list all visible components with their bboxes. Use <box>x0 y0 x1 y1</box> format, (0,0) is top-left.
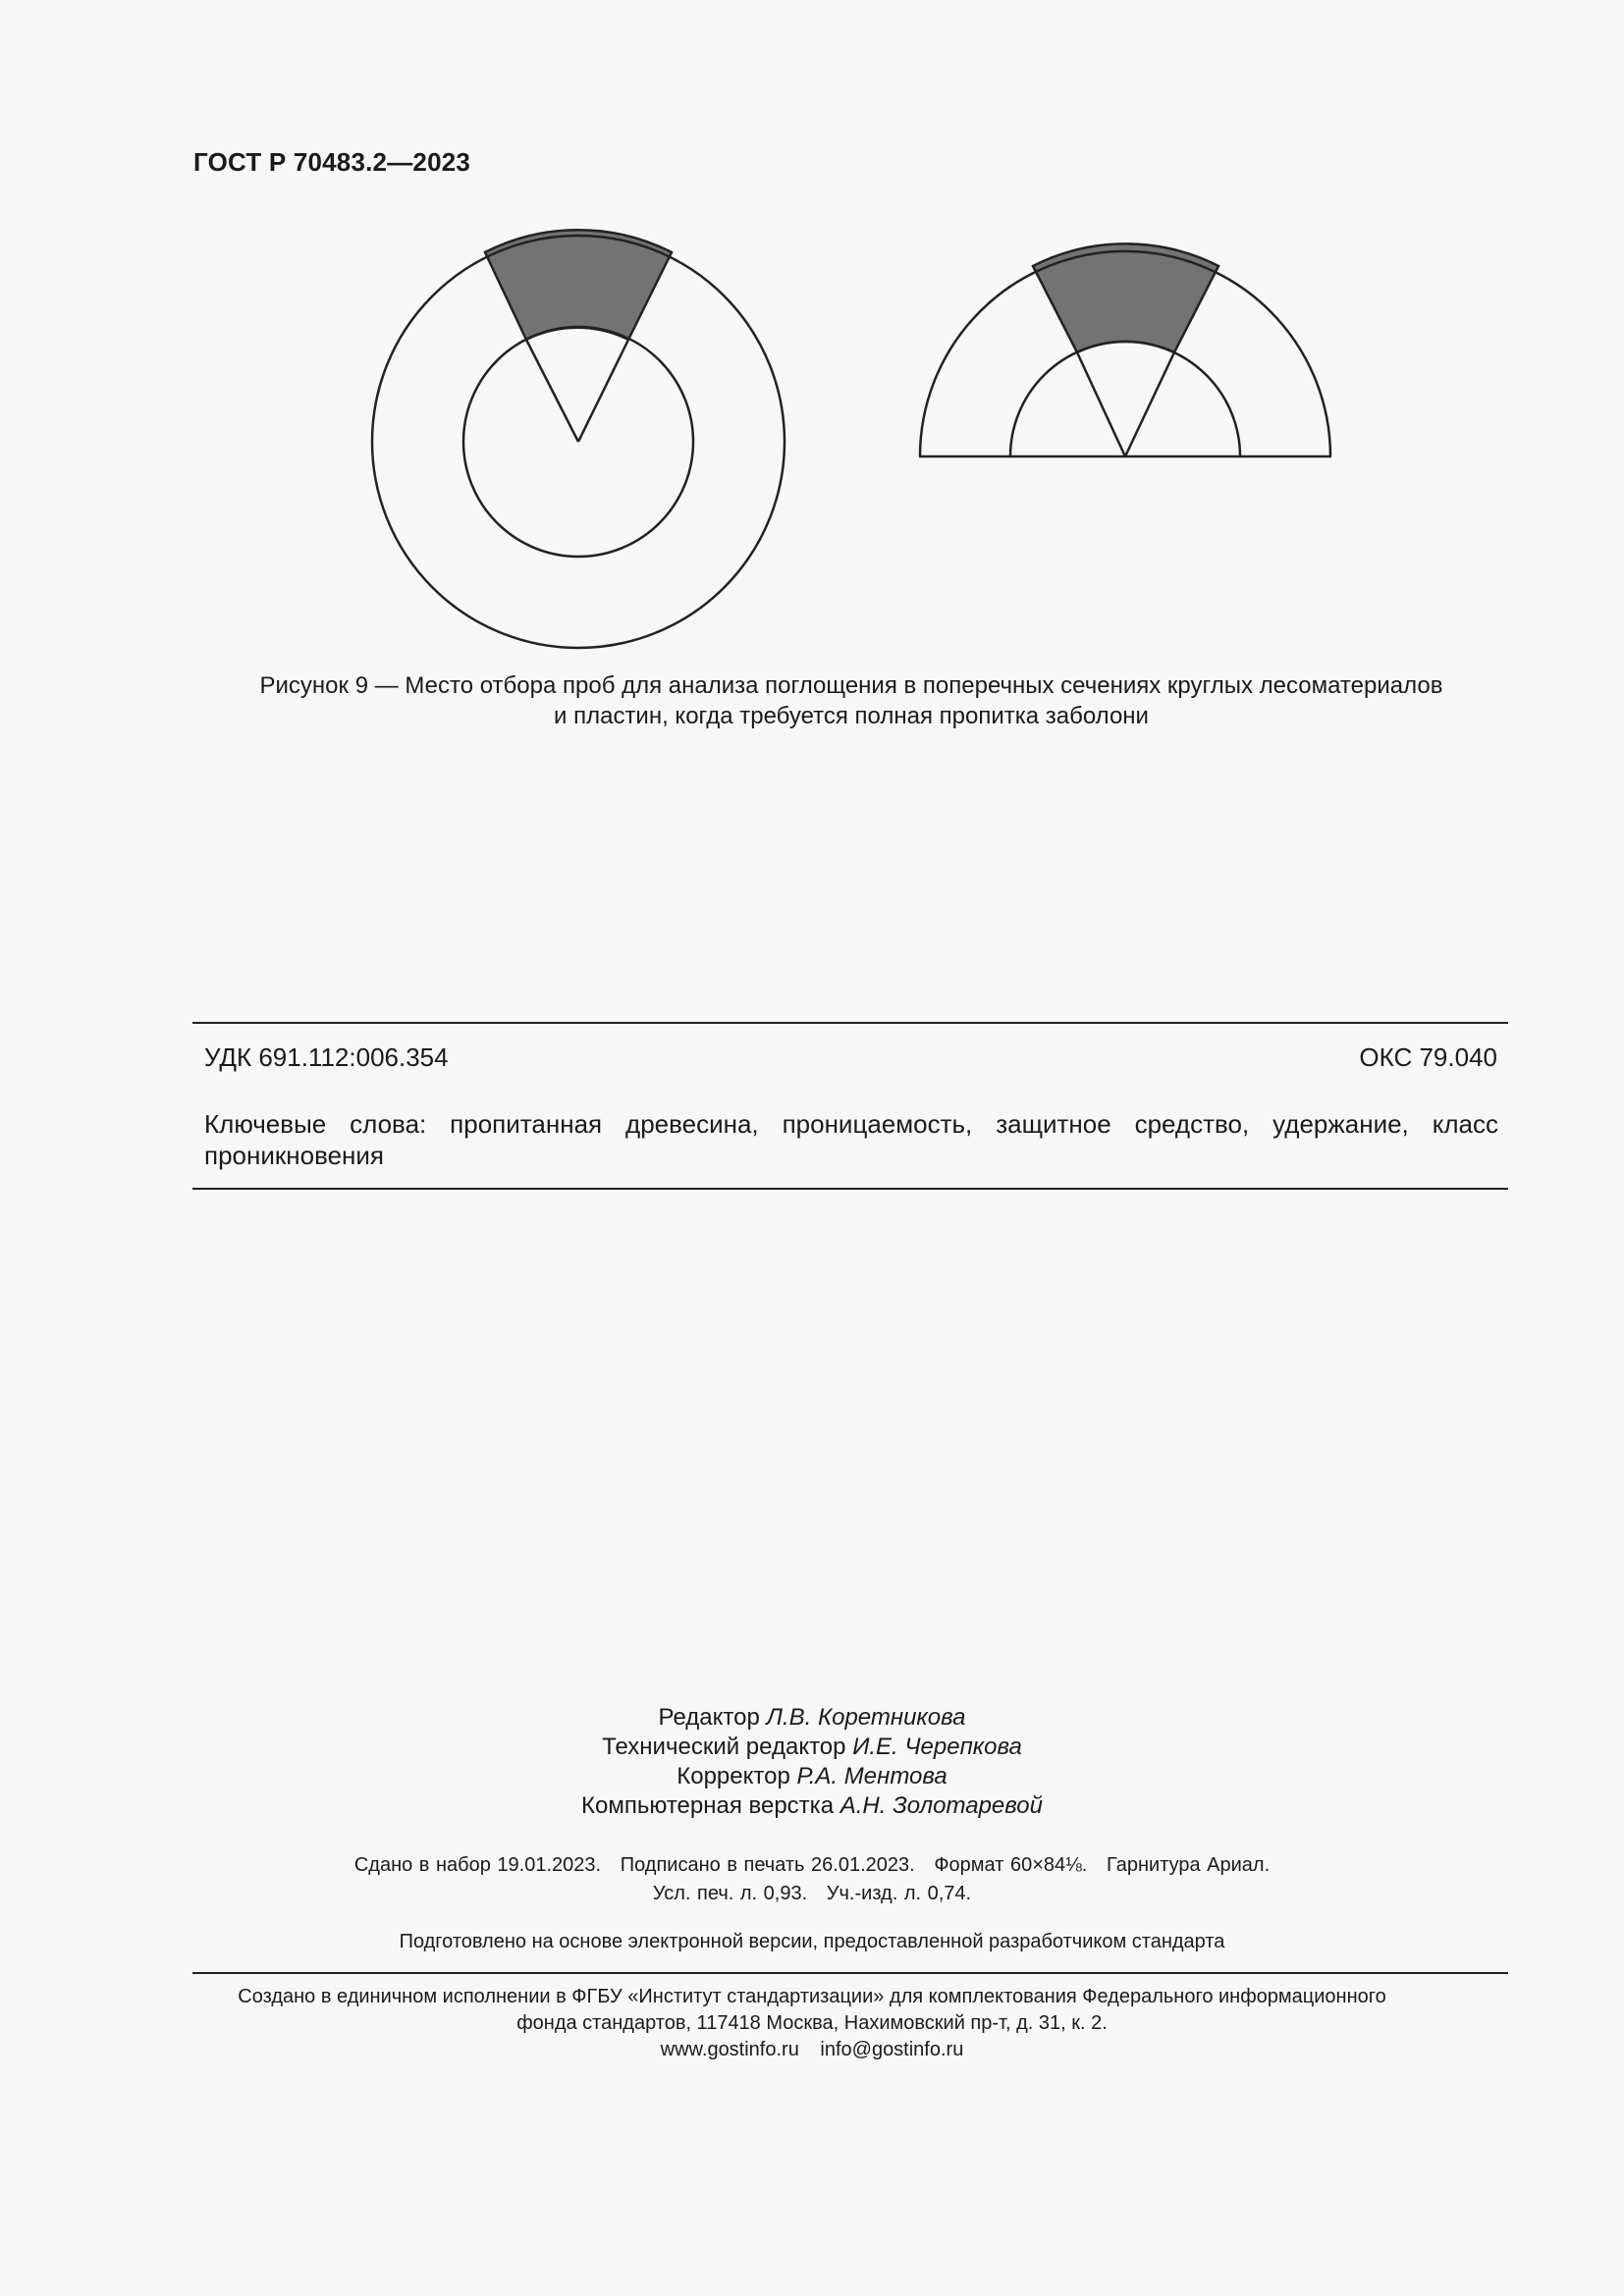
udk-code: УДК 691.112:006.354 <box>204 1042 449 1072</box>
website-link[interactable]: www.gostinfo.ru <box>660 2039 799 2060</box>
figure-caption-line-2: и пластин, когда требуется полная пропитка заболони <box>554 703 1149 729</box>
keywords-line-1: Ключевые слова: пропитанная древесина, проницаемость, защитное средство, удержание, класс <box>204 1109 1498 1139</box>
prepared-note: Подготовлено на основе электронной версии, предоставленной разработчиком стандарта <box>399 1931 1225 1952</box>
email-link[interactable]: info@gostinfo.ru <box>820 2039 964 2060</box>
half-round-sample-sector <box>1033 243 1218 352</box>
keywords <box>204 1108 1498 1171</box>
half-round-sector-line-right <box>1125 352 1174 456</box>
full-round-sector-line-left <box>526 340 578 442</box>
created-line-2: фонда стандартов, 117418 Москва, Нахимовский пр-т, д. 31, к. 2. <box>516 2012 1108 2034</box>
credit-tech-editor: Технический редактор И.Е. Черепкова <box>602 1734 1022 1760</box>
full-round-cross-section <box>372 230 785 648</box>
created-note <box>0 1984 1624 2063</box>
bottom-rule <box>192 1188 1508 1190</box>
imprint-rule <box>192 1972 1508 1974</box>
credit-layout: Компьютерная верстка А.Н. Золотаревой <box>581 1792 1043 1819</box>
print-info-line-2: Усл. печ. л. 0,93. Уч.-изд. л. 0,74. <box>652 1883 972 1904</box>
top-rule <box>192 1022 1508 1024</box>
contact-links <box>0 2037 1624 2063</box>
half-round-inner-arc <box>1010 342 1240 456</box>
half-round-sector-line-left <box>1077 352 1125 456</box>
credit-editor: Редактор Л.В. Коретникова <box>658 1704 966 1731</box>
keywords-line-2: проникновения <box>204 1141 385 1170</box>
credit-proofreader: Корректор Р.А. Ментова <box>677 1763 947 1789</box>
document-header: ГОСТ Р 70483.2—2023 <box>193 147 471 177</box>
figure-caption-line-1: Рисунок 9 — Место отбора проб для анализа поглощения в поперечных сечениях круглых лесоматериалов <box>259 672 1443 699</box>
half-round-cross-section <box>919 243 1331 456</box>
credits-block <box>0 1703 1624 1821</box>
created-line-1: Создано в единичном исполнении в ФГБУ «Институт стандартизации» для комплектования Федерального информационного <box>238 1986 1386 2007</box>
figure-caption <box>157 670 1545 731</box>
figure-9-diagram <box>0 0 1624 687</box>
oks-code: ОКС 79.040 <box>1359 1042 1497 1072</box>
print-info <box>0 1851 1624 1908</box>
full-round-sector-line-right <box>578 340 628 442</box>
print-info-line-1: Сдано в набор 19.01.2023. Подписано в печать 26.01.2023. Формат 60×84⅛. Гарнитура Ариал. <box>353 1854 1271 1876</box>
